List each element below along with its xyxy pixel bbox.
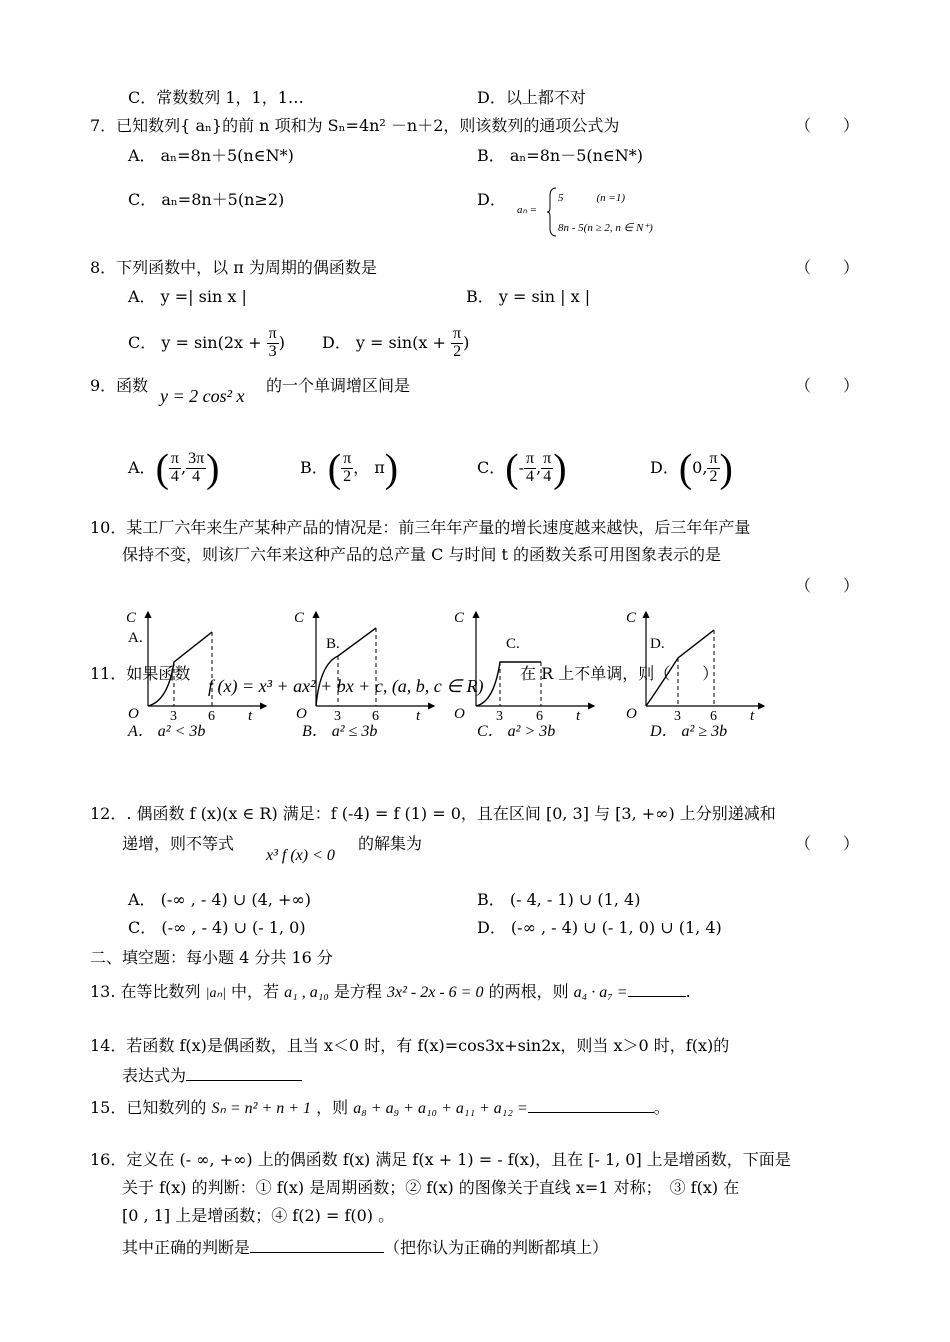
q9-a-frac2 xyxy=(186,451,206,486)
q10-a-xaxis: t xyxy=(248,708,253,724)
q8-d-num: π xyxy=(453,325,462,343)
q10-answer-paren: （ ） xyxy=(795,576,860,595)
q13-mid3: 的两根，则 xyxy=(488,982,569,1001)
q9-b-close: ) xyxy=(384,445,399,491)
q9-b-open: ( xyxy=(327,445,342,491)
q9-a-d1: 4 xyxy=(170,468,179,485)
q10-d-yaxis: C xyxy=(626,610,637,626)
q10-c-origin: O xyxy=(454,706,465,722)
q7-case-2: 8n - 5(n ≥ 2, n ∈ N⁺) xyxy=(558,222,653,234)
q10-c-tick6: 6 xyxy=(536,709,543,724)
q7-answer-paren: （ ） xyxy=(795,116,860,135)
q13-line xyxy=(90,980,691,1003)
q8-c-frac xyxy=(267,326,279,361)
q8-answer-paren: （ ） xyxy=(795,258,860,277)
q10-d-tick3: 3 xyxy=(674,709,681,724)
q13-seq: |aₙ| xyxy=(205,986,226,1001)
q12-line2-pre: 递增，则不等式 xyxy=(122,834,235,853)
q9-b-tail: ， π xyxy=(353,458,385,477)
q10-c-yaxis: C xyxy=(454,610,465,626)
q12-option-c: C． (-∞ , - 4) ∪ (- 1, 0) xyxy=(128,918,306,937)
q10-line2: 保持不变，则该厂六年来这种产品的总产量 C 与时间 t 的函数关系可用图象表示的是 xyxy=(122,545,722,564)
q9-b-n1: π xyxy=(343,450,352,468)
q11-option-a: A． a² < 3b xyxy=(128,723,206,740)
q9-d-n1: π xyxy=(709,450,718,468)
q11-stem-mid: 在 R 上不单调，则（ ） xyxy=(520,664,719,683)
q15-end: 。 xyxy=(653,1098,670,1117)
q10-c-tick3: 3 xyxy=(496,709,503,724)
q8-d-frac xyxy=(451,326,463,361)
q8-c-post: ) xyxy=(278,333,285,352)
q13-mid1: 中，若 xyxy=(231,982,280,1001)
q12-answer-paren: （ ） xyxy=(795,834,860,853)
q7-option-a: A． aₙ=8n＋5(n∈N*) xyxy=(128,146,294,165)
q10-a-origin: O xyxy=(128,706,139,722)
q9-a-n2: 3π xyxy=(188,450,205,468)
q7-option-c: C． aₙ=8n＋5(n≥2) xyxy=(128,190,285,209)
q8-d-den: 2 xyxy=(453,343,462,360)
q10-c-label: C. xyxy=(506,636,520,652)
q12-option-b: B． (- 4, - 1) ∪ (1, 4) xyxy=(477,890,641,909)
q16-line2: 关于 f(x) 的判断：① f(x) 是周期函数；② f(x) 的图像关于直线 x=1 对称； ③ f(x) 在 xyxy=(122,1178,740,1197)
q13-equation: 3x² - 2x - 6 = 0 xyxy=(387,984,484,1001)
q14-line2-text: 表达式为 xyxy=(122,1066,187,1085)
section-2-heading: 二、填空题：每小题 4 分共 16 分 xyxy=(90,948,333,967)
q13-mid2: 是方程 xyxy=(333,982,382,1001)
q13-end: . xyxy=(685,982,691,1001)
q9-a-frac1 xyxy=(169,451,181,486)
q8-d-post: ) xyxy=(463,333,470,352)
q9-stem-post: 的一个单调增区间是 xyxy=(266,376,411,395)
q10-d-xaxis: t xyxy=(750,708,755,724)
q7-option-d-lhs: aₙ = xyxy=(517,204,538,216)
q7-option-b: B． aₙ=8n－5(n∈N*) xyxy=(477,146,644,165)
q12-line2-formula: x³ f (x) < 0 xyxy=(266,847,335,864)
q8-stem: 8．下列函数中，以 π 为周期的偶函数是 xyxy=(90,258,377,277)
q10-b-origin: O xyxy=(296,706,307,722)
q13-answer-blank[interactable] xyxy=(628,980,686,997)
q9-option-a: A．( $\frac{\pi}{4}$ , $\frac{3\pi}{4}$ ) xyxy=(128,445,220,491)
q15-sum: a₈ + a₉ + a₁₀ + a₁₁ + a₁₂ = xyxy=(353,1100,528,1117)
q16-answer-blank[interactable] xyxy=(250,1236,384,1253)
q11-option-b: B． a² ≤ 3b xyxy=(302,723,378,740)
q10-d-tick6: 6 xyxy=(710,709,717,724)
q16-line4-pre: 其中正确的判断是 xyxy=(122,1238,251,1257)
q8-d-pre: D． y = sin(x + xyxy=(322,333,446,352)
q9-d-label: D． xyxy=(650,458,679,477)
q9-c-close: ) xyxy=(553,445,567,491)
q9-b-frac1 xyxy=(341,451,353,486)
q12-line2-post: 的解集为 xyxy=(358,834,423,853)
q6-option-d: D．以上都不对 xyxy=(477,88,586,107)
q7-option-d-label: D． xyxy=(477,190,506,209)
q8-option-d xyxy=(322,320,469,366)
q9-c-sign: - xyxy=(518,458,524,477)
q9-d-close: ) xyxy=(719,445,733,491)
q9-answer-paren: （ ） xyxy=(795,376,860,395)
q10-c-xaxis: t xyxy=(576,708,581,724)
q15-line xyxy=(90,1096,670,1118)
q8-option-b: B． y = sin | x | xyxy=(466,287,591,306)
q9-c-open: ( xyxy=(505,445,519,491)
q14-answer-blank[interactable] xyxy=(186,1064,302,1081)
q14-line1: 14．若函数 f(x)是偶函数，且当 x＜0 时，有 f(x)=cos3x+sin2x，则当 x＞0 时，f(x)的 xyxy=(90,1036,730,1055)
q10-line1: 10．某工厂六年来生产某种产品的情况是：前三年年产量的增长速度越来越快，后三年年产量 xyxy=(90,518,751,537)
q10-a-tick3: 3 xyxy=(170,709,177,724)
q9-formula: y = 2 cos² x xyxy=(160,386,245,406)
q9-c-n1: π xyxy=(525,450,535,468)
q9-option-b xyxy=(300,440,398,497)
q10-graph-b xyxy=(286,606,436,726)
q10-d-label: D. xyxy=(650,636,665,652)
q8-c-den: 3 xyxy=(268,343,277,360)
q10-a-yaxis: C xyxy=(126,610,137,626)
q9-c-d2: 4 xyxy=(543,468,552,485)
q10-d-origin: O xyxy=(626,706,637,722)
q10-b-xaxis: t xyxy=(416,708,421,724)
q8-c-num: π xyxy=(268,325,277,343)
q9-a-close: ) xyxy=(206,445,220,491)
q9-b-d1: 2 xyxy=(343,468,352,485)
q9-c-d1: 4 xyxy=(526,468,535,485)
q9-c-n2: π xyxy=(543,450,552,468)
q9-option-c: C．(- $\frac{\pi}{4}$ , $\frac{\pi}{4}$ ) xyxy=(477,445,567,491)
q9-a-label: A． xyxy=(128,458,156,477)
q10-b-tick6: 6 xyxy=(372,709,379,724)
q9-a-d2: 4 xyxy=(192,468,201,485)
q9-c-label: C． xyxy=(477,458,506,477)
q15-s: Sₙ = n² + n + 1 xyxy=(211,1100,312,1117)
q15-mid: ，则 xyxy=(316,1098,349,1117)
q11-formula: f (x) = x³ + ax² + bx + c, (a, b, c ∈ R) xyxy=(208,676,484,696)
q11-stem-pre: 11．如果函数 xyxy=(90,664,191,683)
q6-option-c: C．常数数列 1，1，1… xyxy=(128,88,304,107)
q9-d-frac1 xyxy=(707,451,719,486)
q11-option-c: C． a² > 3b xyxy=(477,723,556,740)
q7-brace xyxy=(546,186,558,238)
q12-line1: 12．. 偶函数 f (x)(x ∈ R) 满足：f (-4) = f (1) = 0，且在区间 [0, 3] 与 [3, +∞) 上分别递减和 xyxy=(90,804,776,823)
q16-line4-post: （把你认为正确的判断都填上） xyxy=(384,1238,609,1257)
q13-product: a₄ · a₇ = xyxy=(573,984,628,1001)
q16-line1: 16．定义在 (- ∞, +∞) 上的偶函数 f(x) 满足 f(x + 1) = - f(x)，且在 [- 1, 0] 上是增函数，下面是 xyxy=(90,1150,791,1169)
q9-b-label: B． xyxy=(300,458,328,477)
q9-c-frac2 xyxy=(541,451,553,486)
q14-line2 xyxy=(122,1064,302,1085)
q10-b-label: B. xyxy=(326,636,340,652)
q10-b-yaxis: C xyxy=(294,610,305,626)
q16-line3: [0 , 1] 上是增函数；④ f(2) = f(0) 。 xyxy=(122,1206,395,1225)
q13-terms: a₁ , a₁₀ xyxy=(284,984,329,1001)
q13-pre: 13. 在等比数列 xyxy=(90,982,201,1001)
q9-c-frac1 xyxy=(524,451,536,486)
q10-b-tick3: 3 xyxy=(334,709,341,724)
q10-a-label: A. xyxy=(128,630,143,646)
q8-c-pre: C． y = sin(2x + xyxy=(128,333,262,352)
q9-d-head: 0, xyxy=(692,458,708,477)
q12-option-d: D． (-∞ , - 4) ∪ (- 1, 0) ∪ (1, 4) xyxy=(477,918,722,937)
q15-answer-blank[interactable] xyxy=(528,1096,654,1113)
q7-stem: 7．已知数列{ aₙ}的前 n 项和为 Sₙ=4n² －n＋2，则该数列的通项公式为 xyxy=(90,116,620,135)
q9-d-open: ( xyxy=(678,445,693,491)
q8-option-a: A． y =| sin x | xyxy=(128,287,247,306)
q12-option-a: A． (-∞ , - 4) ∪ (4, +∞) xyxy=(128,890,311,909)
q8-option-c xyxy=(128,320,285,366)
q15-pre: 15．已知数列的 xyxy=(90,1098,207,1117)
q9-option-d xyxy=(650,440,733,497)
q10-a-tick6: 6 xyxy=(208,709,215,724)
q11-option-d: D． a² ≥ 3b xyxy=(650,723,728,740)
q9-a-n1: π xyxy=(170,450,179,468)
q9-a-open: ( xyxy=(155,445,169,491)
q9-stem-pre: 9．函数 xyxy=(90,376,149,395)
q7-case-1: 5 (n =1) xyxy=(558,192,625,204)
q16-line4 xyxy=(122,1236,608,1257)
q9-d-d1: 2 xyxy=(709,468,718,485)
